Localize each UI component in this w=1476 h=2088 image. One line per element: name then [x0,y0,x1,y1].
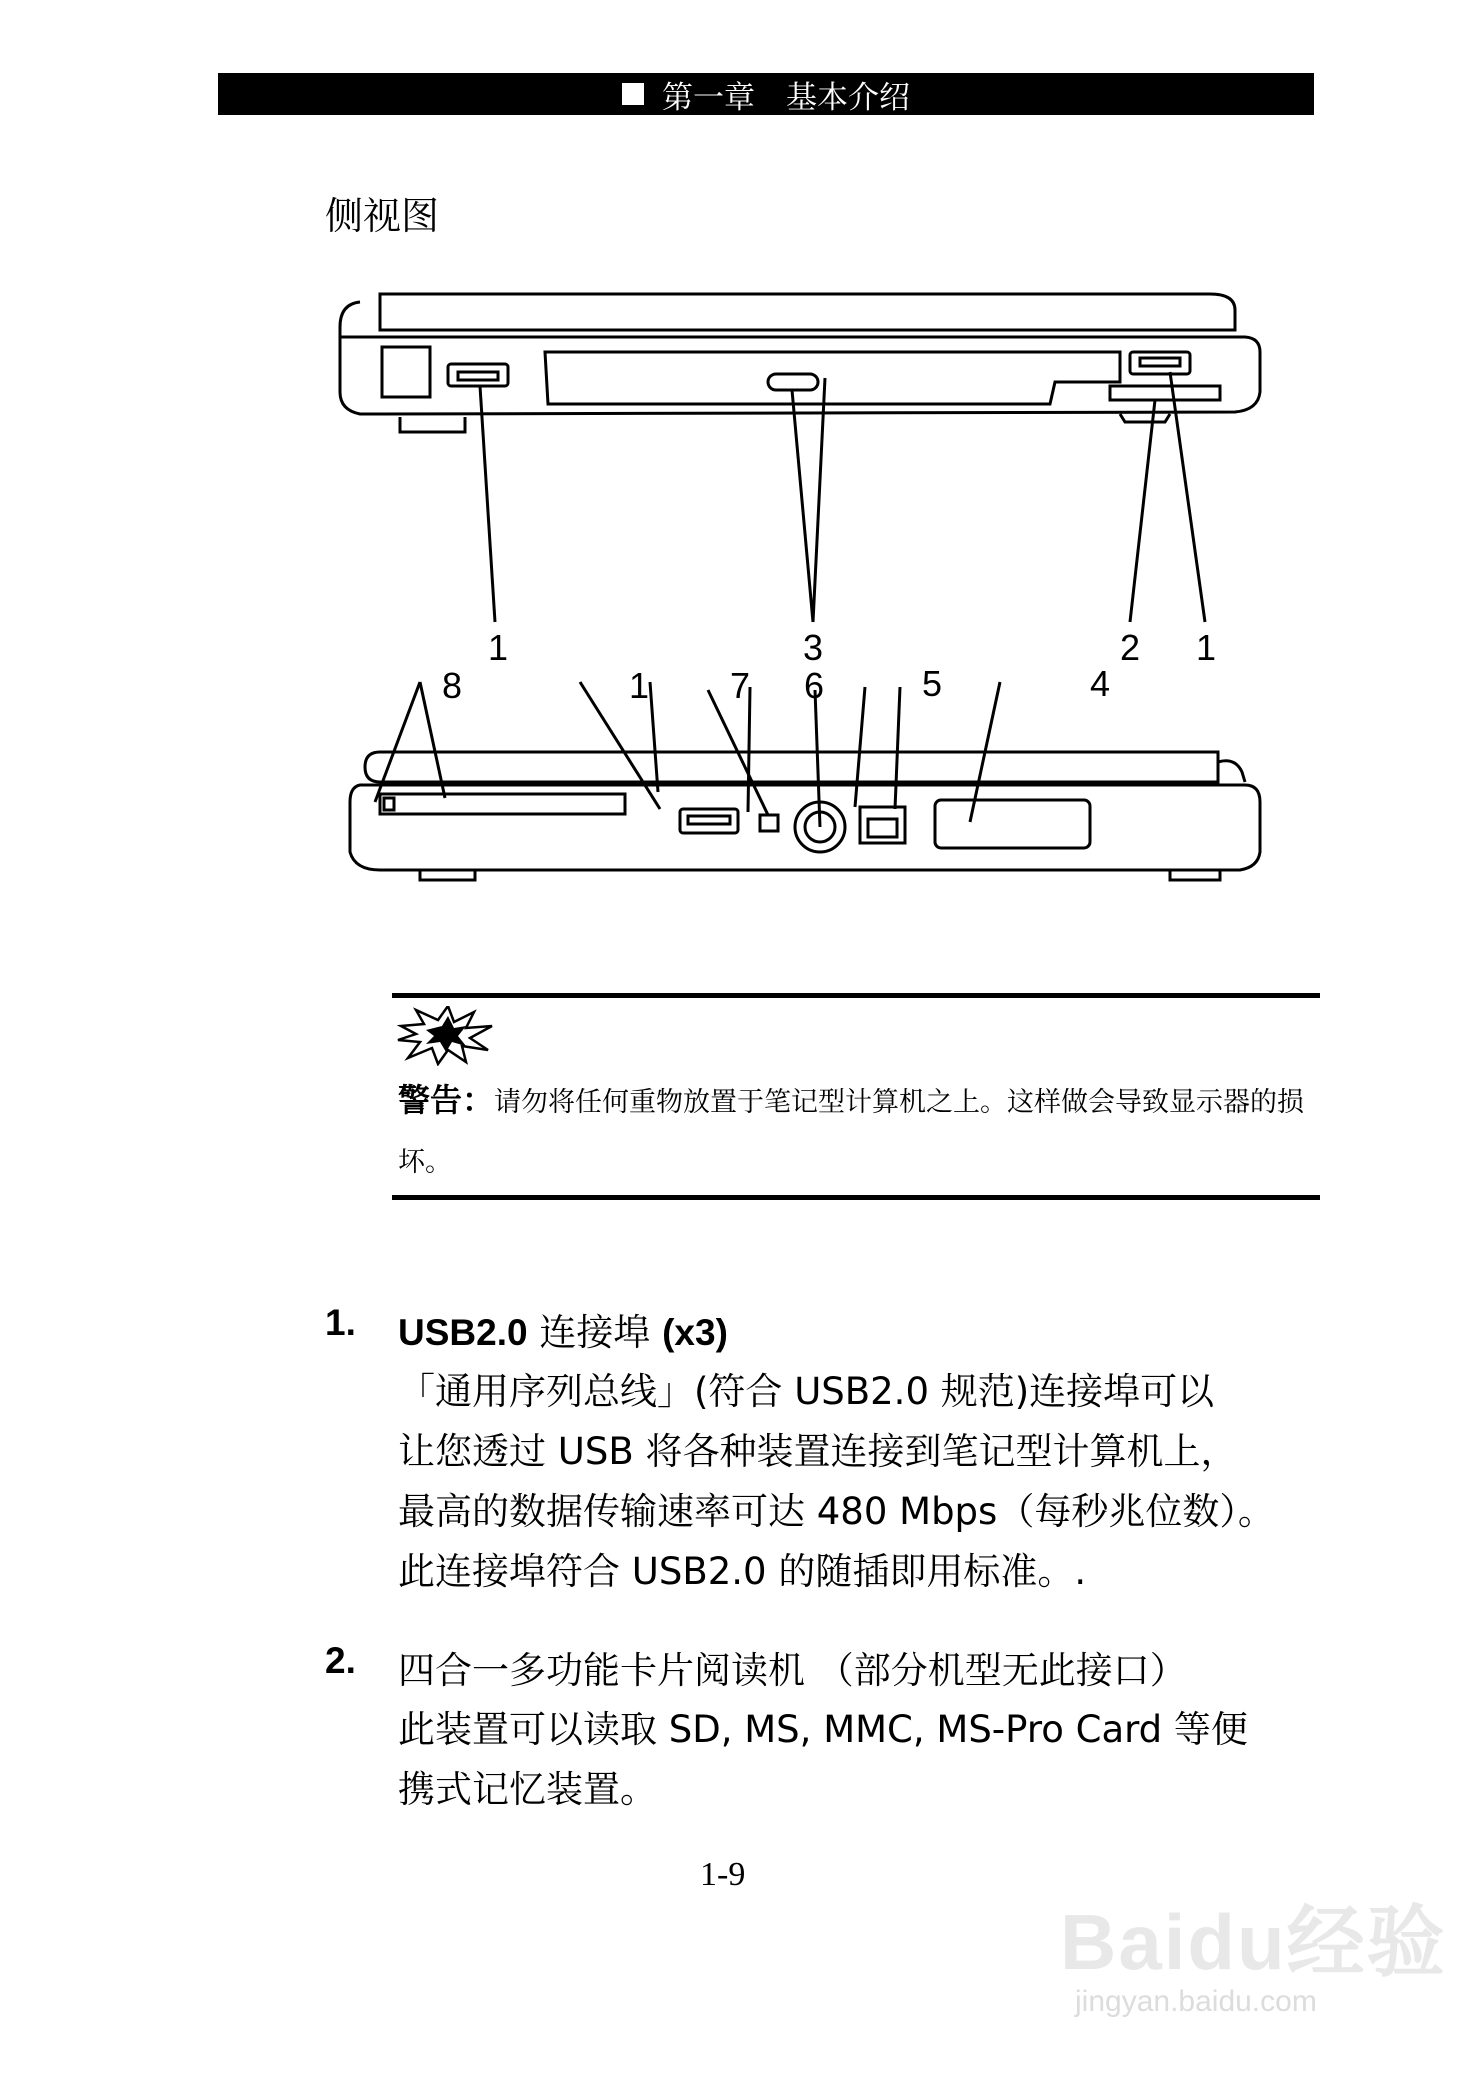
optical-eject-button [768,374,818,390]
item-line: 「通用序列总线」(符合 USB2.0 规范)连接埠可以 [398,1370,1215,1413]
item-title: USB2.0 连接埠 (x3) [398,1311,728,1354]
right-side-lid [365,752,1218,782]
item-line: 最高的数据传输速率可达 480 Mbps（每秒兆位数）。 [398,1490,1275,1533]
callout-bottom-5: 5 [922,663,943,704]
laptop-side-view-figure [320,282,1280,942]
ieee1394-port [760,815,778,831]
item-line: 携式记忆装置。 [398,1768,657,1811]
chapter-title: 第一章 基本介绍 [662,79,910,116]
item-body [398,1700,1278,1820]
watermark-logo: Baidu经验 [1060,1898,1447,1986]
callout-bottom-6: 6 [804,665,825,706]
watermark-url: jingyan.baidu.com [1075,1985,1317,2018]
vent-grille [935,800,1090,848]
square-bullet-icon [622,83,644,105]
item-number: 1. [325,1302,356,1343]
callout-bottom-1: 1 [629,665,650,706]
warning-text: 请勿将任何重物放置于笔记型计算机之上。这样做会导致显示器的损坏。 [398,1087,1305,1178]
left-side-hinge [340,302,380,414]
callout-bottom-8: 8 [442,665,463,706]
left-side-lid [380,294,1235,330]
callout-bottom-4: 4 [1090,663,1111,704]
chapter-header [218,73,1314,115]
kensington-slot [382,347,430,397]
callout-bottom-7: 7 [730,665,751,706]
item-body [398,1362,1278,1602]
item-line: 此装置可以读取 SD, MS, MMC, MS-Pro Card 等便 [398,1708,1248,1751]
warning-box [392,993,1320,1200]
item-number: 2. [325,1640,356,1681]
card-reader-slot [1110,386,1220,400]
callout-top-3: 3 [803,627,824,668]
pc-card-eject-button [384,798,394,810]
callout-top-2: 2 [1120,627,1141,668]
page-number: 1-9 [700,1856,746,1893]
item-title: 四合一多功能卡片阅读机 （部分机型无此接口） [398,1649,1187,1692]
section-title: 侧视图 [325,194,440,238]
pc-card-slot [380,794,625,814]
item-line: 让您透过 USB 将各种装置连接到笔记型计算机上， [398,1430,1238,1473]
callout-top-1: 1 [488,627,509,668]
optical-drive [545,352,1120,404]
warning-burst-icon [396,1006,496,1066]
callout-top-1b: 1 [1196,627,1217,668]
warning-label: 警告： [398,1081,495,1119]
item-line: 此连接埠符合 USB2.0 的随插即用标准。. [398,1550,1087,1593]
